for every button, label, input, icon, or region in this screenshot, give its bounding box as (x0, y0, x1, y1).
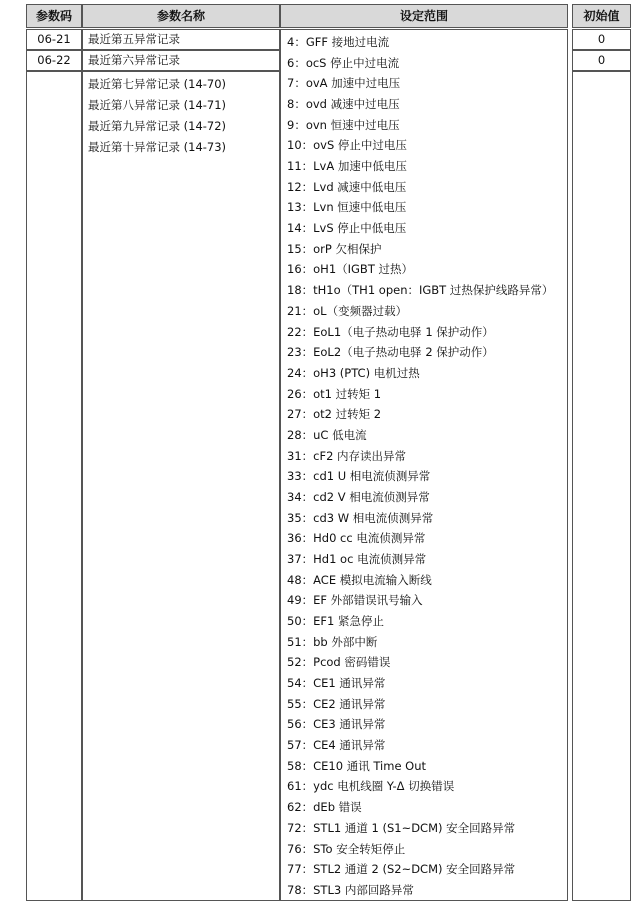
range-item: 54：CE1 通讯异常 (287, 676, 386, 691)
extra-name: 最近第七异常记录 (14-70) (88, 77, 227, 91)
range-item: 33：cd1 U 相电流侦测异常 (287, 469, 431, 484)
row-name: 最近第六异常记录 (82, 50, 280, 71)
range-item: 77：STL2 通道 2 (S2~DCM) 安全回路异常 (287, 862, 516, 877)
range-item: 76：STo 安全转矩停止 (287, 841, 406, 856)
row-code: 06-21 (26, 29, 82, 50)
range-item: 34：cd2 V 相电流侦测异常 (287, 489, 430, 504)
range-item: 10：ovS 停止中过电压 (287, 138, 407, 153)
range-item: 22：EoL1（电子热动电驿 1 保护动作） (287, 324, 494, 339)
extra-name: 最近第九异常记录 (14-72) (88, 119, 227, 133)
range-item: 15：orP 欠相保护 (287, 241, 382, 256)
range-item: 35：cd3 W 相电流侦测异常 (287, 510, 434, 525)
range-item: 36：Hd0 cc 电流侦测异常 (287, 531, 426, 546)
range-column (280, 29, 568, 901)
range-item: 6：ocS 停止中过电流 (287, 55, 400, 70)
range-item: 18：tH1o（TH1 open：IGBT 过热保护线路异常） (287, 283, 554, 298)
range-item: 13：Lvn 恒速中低电压 (287, 200, 407, 215)
parameter-table (26, 4, 631, 901)
range-item: 56：CE3 通讯异常 (287, 717, 386, 732)
range-item: 7：ovA 加速中过电压 (287, 76, 401, 91)
range-item: 72：STL1 通道 1 (S1~DCM) 安全回路异常 (287, 820, 516, 835)
range-item: 14：LvS 停止中低电压 (287, 221, 407, 236)
range-item: 48：ACE 模拟电流输入断线 (287, 572, 432, 587)
header-code: 参数码 (26, 4, 82, 28)
header-init: 初始值 (572, 4, 631, 28)
range-item: 51：bb 外部中断 (287, 634, 378, 649)
code-column-empty (26, 71, 82, 901)
header-range: 设定范围 (280, 4, 568, 28)
row-init: 0 (572, 50, 631, 71)
range-item: 78：STL3 内部回路异常 (287, 882, 414, 897)
name-column-continued (82, 71, 280, 901)
range-item: 26：ot1 过转矩 1 (287, 386, 382, 401)
range-item: 12：Lvd 减速中低电压 (287, 179, 407, 194)
row-init: 0 (572, 29, 631, 50)
range-item: 49：EF 外部错误讯号输入 (287, 593, 423, 608)
range-item: 58：CE10 通讯 Time Out (287, 758, 427, 773)
range-item: 16：oH1（IGBT 过热） (287, 262, 414, 277)
range-item: 4：GFF 接地过电流 (287, 35, 390, 49)
range-item: 28：uC 低电流 (287, 427, 367, 442)
range-item: 27：ot2 过转矩 2 (287, 407, 382, 422)
range-item: 31：cF2 内存读出异常 (287, 448, 407, 463)
extra-name: 最近第十异常记录 (14-73) (88, 140, 227, 154)
range-item: 50：EF1 紧急停止 (287, 614, 384, 629)
header-name: 参数名称 (82, 4, 280, 28)
range-item: 52：Pcod 密码错误 (287, 655, 391, 670)
range-item: 57：CE4 通讯异常 (287, 738, 386, 753)
range-item: 61：ydc 电机线圈 Y-Δ 切换错误 (287, 779, 455, 794)
row-name: 最近第五异常记录 (82, 29, 280, 50)
range-item: 23：EoL2（电子热动电驿 2 保护动作） (287, 345, 494, 360)
range-item: 37：Hd1 oc 电流侦测异常 (287, 552, 427, 566)
range-item: 21：oL（变频器过载） (287, 303, 408, 318)
range-item: 8：ovd 减速中过电压 (287, 97, 400, 112)
range-item: 11：LvA 加速中低电压 (287, 159, 407, 174)
init-column-empty (572, 71, 631, 901)
row-code: 06-22 (26, 50, 82, 71)
range-item: 62：dEb 错误 (287, 800, 362, 815)
range-item: 9：ovn 恒速中过电压 (287, 117, 400, 132)
range-item: 55：CE2 通讯异常 (287, 696, 386, 711)
range-item: 24：oH3 (PTC) 电机过热 (287, 365, 420, 380)
extra-name: 最近第八异常记录 (14-71) (88, 98, 227, 112)
